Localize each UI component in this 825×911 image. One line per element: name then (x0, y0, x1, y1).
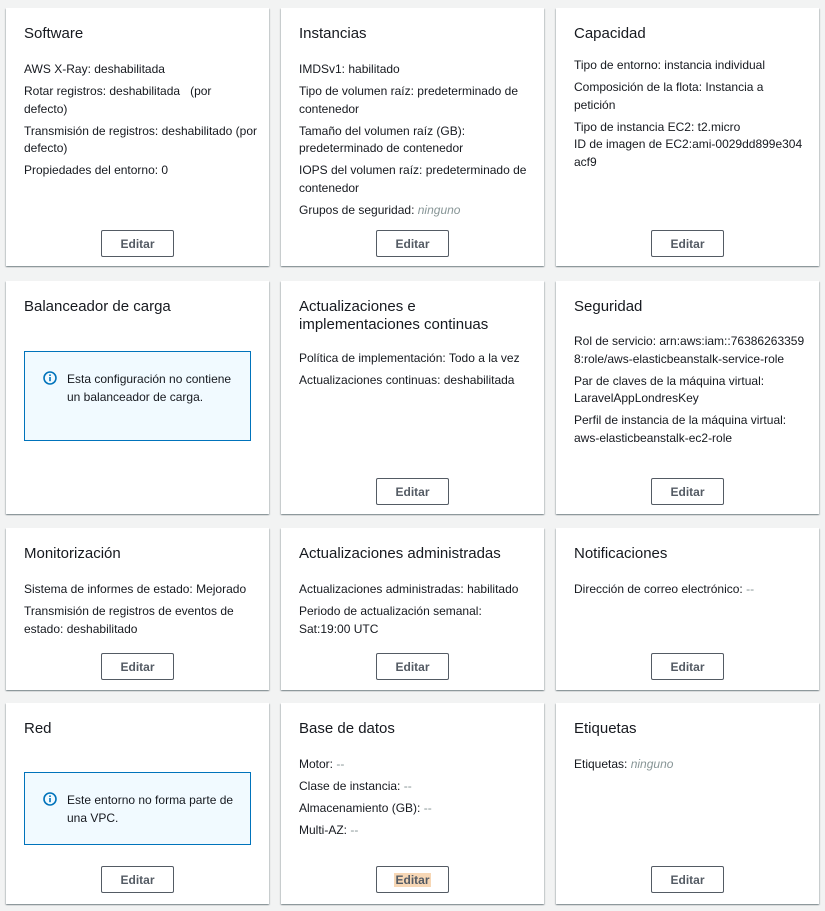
engine-label: Motor: (299, 757, 334, 771)
card-title-red: Red (24, 720, 52, 737)
card-title-base-de-datos: Base de datos (299, 720, 395, 737)
edit-base-de-datos-label: Editar (395, 872, 430, 887)
card-instancias (281, 8, 544, 266)
email-address-label: Dirección de correo electrónico: (574, 582, 743, 596)
prop-engine (299, 756, 532, 774)
card-title-instancias: Instancias (299, 25, 367, 42)
edit-software-button[interactable]: Editar (101, 230, 174, 257)
prop-ami-id: ID de imagen de EC2:ami-0029dd899e304acf9 (574, 137, 803, 169)
card-software (6, 8, 269, 266)
prop-rolling-updates: Actualizaciones continuas: deshabilitada (299, 373, 515, 387)
card-title-notificaciones: Notificaciones (574, 545, 668, 562)
tags-value: ninguno (630, 757, 674, 771)
prop-env-properties: Propiedades del entorno: 0 (24, 163, 169, 177)
card-title-actualizaciones-administradas: Actualizaciones administradas (299, 545, 501, 562)
info-icon (43, 371, 57, 385)
card-actualizaciones-continuas (281, 281, 544, 514)
tags-label: Etiquetas: (574, 757, 628, 771)
prop-xray: AWS X-Ray: deshabilitada (24, 62, 165, 76)
security-groups-label: Grupos de seguridad: (299, 202, 415, 217)
prop-service-role: Rol de servicio: arn:aws:iam::763862633598:role/aws-elasticbeanstalk-service-role (574, 334, 805, 366)
capacidad-properties (574, 57, 807, 176)
monitorizacion-properties (24, 581, 257, 643)
rolling-updates-properties (299, 350, 532, 394)
etiquetas-properties (574, 756, 807, 778)
prop-imdsv1: IMDSv1: habilitado (299, 62, 400, 76)
prop-rotate-logs: Rotar registros: deshabilitada (por defecto) (24, 84, 215, 116)
edit-etiquetas-button[interactable]: Editar (651, 866, 724, 893)
multi-az-value: -- (350, 823, 359, 837)
prop-key-pair: Par de claves de la máquina virtual: LaravelAppLondresKey (574, 373, 765, 405)
prop-weekly-update-window: Periodo de actualización semanal: Sat:19:00 UTC (299, 604, 482, 636)
email-address-value: -- (746, 582, 755, 596)
prop-storage (299, 800, 532, 818)
prop-instance-profile: Perfil de instancia de la máquina virtual: aws-elasticbeanstalk-ec2-role (574, 413, 787, 445)
card-base-de-datos (281, 703, 544, 904)
storage-value: -- (423, 801, 432, 815)
prop-email-address (574, 581, 807, 599)
prop-health-event-streaming: Transmisión de registros de eventos de estado: deshabilitado (24, 604, 234, 636)
edit-rolling-updates-button[interactable]: Editar (376, 478, 449, 505)
card-monitorizacion (6, 528, 269, 690)
card-title-seguridad: Seguridad (574, 298, 643, 315)
card-title-balanceador: Balanceador de carga (24, 298, 171, 315)
prop-fleet-composition: Composición de la flota: Instancia a petición (574, 80, 764, 112)
network-info-text: Este entorno no forma parte de una VPC. (67, 793, 234, 825)
instance-class-value: -- (403, 779, 412, 793)
card-balanceador (6, 281, 269, 514)
card-title-software: Software (24, 25, 84, 42)
prop-multi-az (299, 822, 532, 840)
base-de-datos-properties (299, 756, 532, 844)
card-actualizaciones-administradas (281, 528, 544, 690)
prop-deployment-policy: Política de implementación: Todo a la vez (299, 351, 520, 365)
edit-managed-updates-button[interactable]: Editar (376, 653, 449, 680)
prop-health-reporting: Sistema de informes de estado: Mejorado (24, 582, 247, 596)
load-balancer-info-alert (24, 351, 251, 441)
card-red (6, 703, 269, 904)
software-properties (24, 61, 257, 184)
prop-root-volume-iops: IOPS del volumen raíz: predeterminado de contenedor (299, 163, 527, 195)
storage-label: Almacenamiento (GB): (299, 801, 421, 815)
card-capacidad (556, 8, 819, 266)
card-title-actualizaciones-continuas: Actualizaciones e implementaciones continuas (299, 298, 489, 333)
info-icon (43, 792, 57, 806)
load-balancer-info-text: Esta configuración no contiene un balanceador de carga. (67, 372, 232, 404)
card-etiquetas (556, 703, 819, 904)
instancias-properties (299, 61, 532, 224)
card-title-monitorizacion: Monitorización (24, 545, 121, 562)
prop-log-streaming: Transmisión de registros: deshabilitado (por defecto) (24, 123, 257, 155)
seguridad-properties (574, 333, 807, 452)
edit-red-button[interactable]: Editar (101, 866, 174, 893)
prop-environment-type: Tipo de entorno: instancia individual (574, 58, 766, 72)
prop-root-volume-size: Tamaño del volumen raíz (GB): predeterminado de contenedor (299, 123, 466, 155)
card-notificaciones (556, 528, 819, 690)
prop-root-volume-type: Tipo de volumen raíz: predeterminado de contenedor (299, 84, 519, 116)
edit-seguridad-button[interactable]: Editar (651, 478, 724, 505)
edit-notificaciones-button[interactable]: Editar (651, 653, 724, 680)
network-info-alert (24, 772, 251, 845)
prop-security-groups (299, 202, 532, 220)
engine-value: -- (336, 757, 345, 771)
prop-instance-class (299, 778, 532, 796)
prop-tags (574, 756, 807, 774)
card-title-etiquetas: Etiquetas (574, 720, 637, 737)
managed-updates-properties (299, 581, 532, 643)
edit-instancias-button[interactable]: Editar (376, 230, 449, 257)
prop-managed-updates: Actualizaciones administradas: habilitado (299, 582, 519, 596)
edit-monitorizacion-button[interactable]: Editar (101, 653, 174, 680)
prop-instance-type: Tipo de instancia EC2: t2.micro (574, 119, 741, 134)
multi-az-label: Multi-AZ: (299, 823, 347, 837)
edit-capacidad-button[interactable]: Editar (651, 230, 724, 257)
card-seguridad (556, 281, 819, 514)
edit-base-de-datos-button[interactable] (376, 866, 449, 893)
notificaciones-properties (574, 581, 807, 603)
card-title-capacidad: Capacidad (574, 25, 646, 42)
instance-class-label: Clase de instancia: (299, 779, 401, 793)
security-groups-value: ninguno (417, 202, 461, 217)
